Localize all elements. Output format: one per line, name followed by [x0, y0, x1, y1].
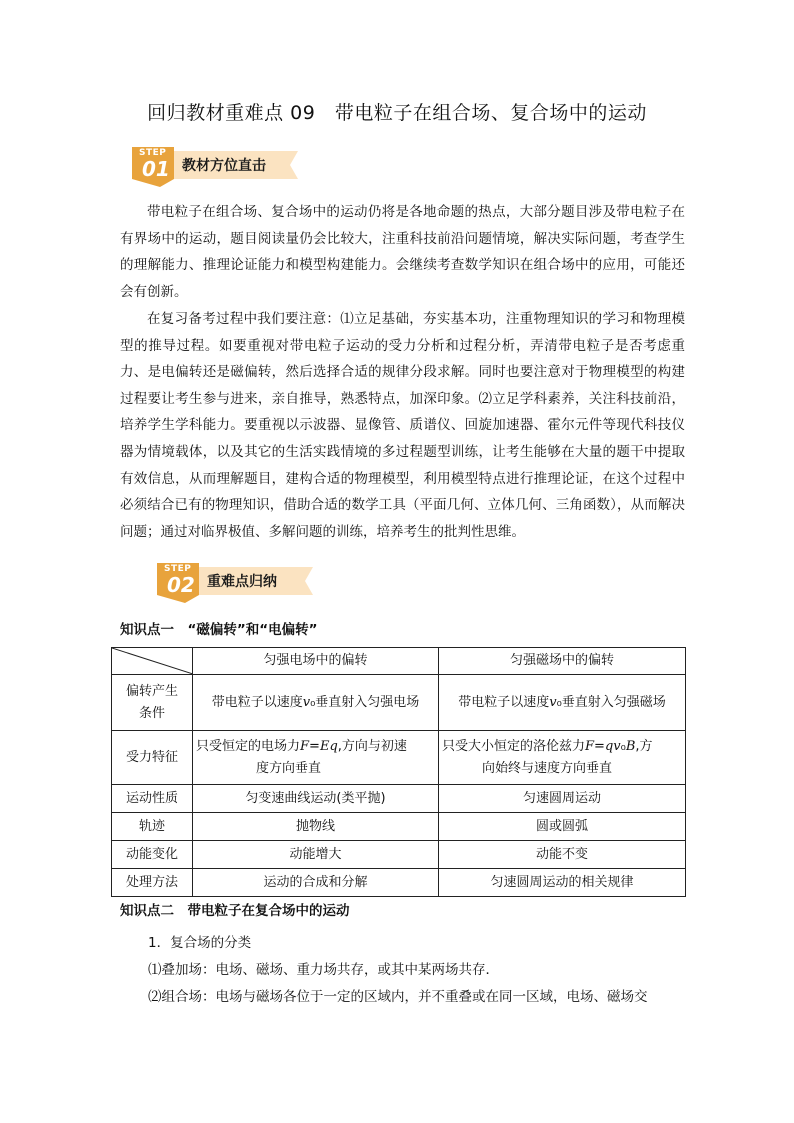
step-02-badge [155, 559, 315, 599]
table-row [112, 675, 686, 731]
step-01-number: 01 [142, 157, 170, 181]
row-label: 受力特征 [112, 731, 193, 785]
row-label: 运动性质 [112, 785, 193, 813]
table-row [112, 731, 686, 785]
cell-electric: 匀变速曲线运动(类平抛) [193, 785, 439, 813]
cell-magnetic: 匀速圆周运动的相关规律 [439, 869, 686, 897]
step-01-label: 教材方位直击 [182, 158, 266, 174]
page-title: 回归教材重难点 09 带电粒子在组合场、复合场中的运动 [147, 102, 647, 124]
step-02-number: 02 [167, 573, 195, 597]
step-02-label: 重难点归纳 [207, 574, 277, 590]
deflection-comparison-table [111, 647, 686, 897]
table-row [112, 813, 686, 841]
table-row [112, 841, 686, 869]
cell-electric: 带电粒子以速度v₀垂直射入匀强电场 [193, 675, 439, 731]
table-row [112, 869, 686, 897]
diagonal-line [112, 648, 193, 674]
list-item-1a: ⑴叠加场：电场、磁场、重力场共存，或其中某两场共存． [148, 962, 499, 978]
list-item-1: 1．复合场的分类 [148, 935, 252, 951]
knowledge-point-2-heading: 知识点二 带电粒子在复合场中的运动 [120, 903, 350, 919]
list-item-1b: ⑵组合场：电场与磁场各位于一定的区域内，并不重叠或在同一区域，电场、磁场交 [148, 989, 648, 1005]
cell-electric: 抛物线 [193, 813, 439, 841]
table-row [112, 785, 686, 813]
table-corner-cell [112, 648, 193, 675]
intro-paragraph: 带电粒子在组合场、复合场中的运动仍将是各地命题的热点，大部分题目涉及带电粒子在有界场中的运动，题目阅读量仍会比较大，注重科技前沿问题情境，解决实际问题，考查学生的理解能力、推理论证能力和模型构建能力。会继续考查数学知识在组合场中的应用，可能还会有创新。 [120, 204, 685, 300]
cell-magnetic: 圆或圆弧 [439, 813, 686, 841]
cell-electric: 动能增大 [193, 841, 439, 869]
cell-electric: 运动的合成和分解 [193, 869, 439, 897]
cell-electric: 只受恒定的电场力F=Eq,方向与初速 度方向垂直 [193, 731, 439, 785]
step-01-badge [130, 143, 300, 183]
knowledge-point-1-heading: 知识点一 “磁偏转”和“电偏转” [120, 622, 318, 638]
cell-magnetic: 带电粒子以速度v₀垂直射入匀强磁场 [439, 675, 686, 731]
row-label: 处理方法 [112, 869, 193, 897]
header-electric: 匀强电场中的偏转 [193, 648, 439, 675]
step-02-word: STEP [164, 564, 192, 574]
cell-magnetic: 只受大小恒定的洛伦兹力F=qv₀B,方 向始终与速度方向垂直 [439, 731, 686, 785]
header-magnetic: 匀强磁场中的偏转 [439, 648, 686, 675]
row-label: 偏转产生条件 [112, 675, 193, 731]
row-label: 轨迹 [112, 813, 193, 841]
step-01-word: STEP [139, 148, 167, 158]
review-paragraph: 在复习备考过程中我们要注意：⑴立足基础，夯实基本功，注重物理知识的学习和物理模型的推导过程。如要重视对带电粒子运动的受力分析和过程分析，弄清带电粒子是否考虑重力、是电偏转还是磁偏转，然后选择合适的规律分段求解。同时也要注意对于物理模型的构建过程要让考生参与进来，亲自推导，熟悉特点，加深印象。⑵立足学科素养，关注科技前沿，培养学生学科能力。要重视以示波器、显像管、质谱仪、回旋加速器、霍尔元件等现代科技仪器为情境载体，以及其它的生活实践情境的多过程题型训练，让考生能够在大量的题干中提取有效信息，从而理解题目，建构合适的物理模型，利用模型特点进行推理论证，在这个过程中必须结合已有的物理知识，借助合适的数学工具（平面几何、立体几何、三角函数），从而解决问题；通过对临界极值、多解问题的训练，培养考生的批判性思维。 [120, 311, 685, 540]
row-label: 动能变化 [112, 841, 193, 869]
cell-magnetic: 匀速圆周运动 [439, 785, 686, 813]
cell-magnetic: 动能不变 [439, 841, 686, 869]
table-header-row [112, 648, 686, 675]
